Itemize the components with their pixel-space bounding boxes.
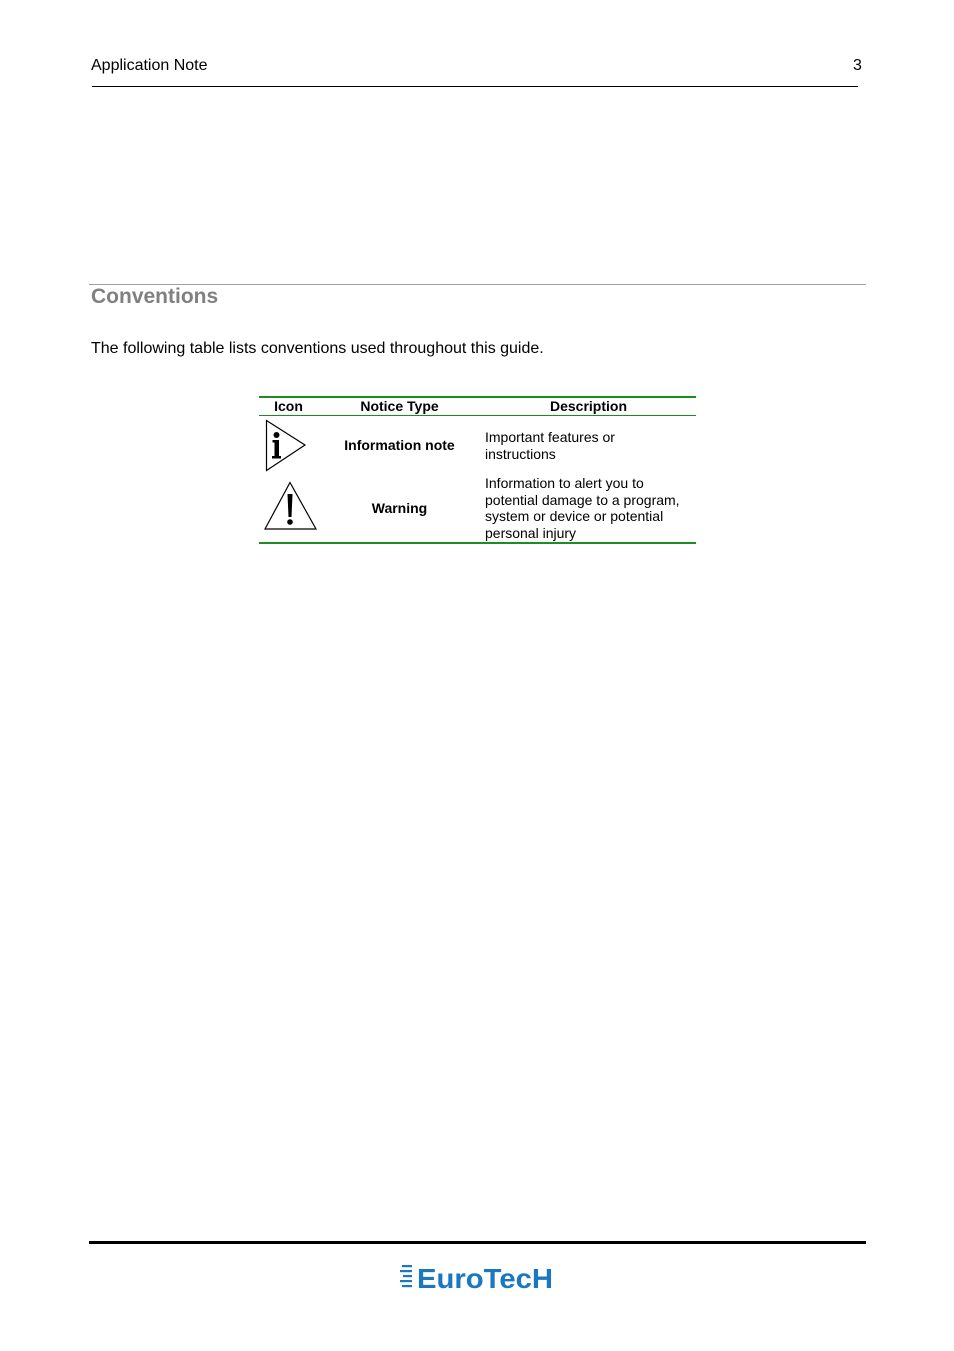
intro-paragraph: The following table lists conventions used throughout this guide.: [91, 340, 544, 357]
column-header-notice-type: Notice Type: [360, 398, 439, 414]
description: [485, 475, 695, 541]
description-line: system or device or potential: [485, 508, 664, 525]
page-header-title: Application Note: [91, 57, 208, 74]
description: [485, 429, 695, 462]
conventions-table: [259, 396, 696, 544]
description-line: Information to alert you to: [485, 475, 644, 491]
notice-type: Warning: [371, 500, 428, 516]
description-line: potential damage to a program,: [485, 491, 680, 508]
section-title: Conventions: [91, 285, 219, 308]
eurotech-logo: [400, 1262, 556, 1301]
header-divider: [92, 86, 858, 87]
description-line: instructions: [485, 445, 556, 462]
column-header-description: Description: [549, 398, 627, 414]
table-bottom-rule: [259, 542, 696, 544]
notice-type: Information note: [344, 437, 455, 453]
description-line: Important features or: [485, 429, 615, 445]
description-line: personal injury: [485, 524, 577, 541]
column-header-icon: Icon: [274, 398, 303, 414]
information-note-icon: [265, 419, 307, 477]
table-header-rule: [259, 415, 696, 416]
footer-divider: [89, 1241, 866, 1244]
warning-icon: [264, 481, 318, 536]
page-number: 3: [853, 57, 862, 74]
svg-text:EuroTecH: EuroTecH: [417, 1263, 553, 1294]
